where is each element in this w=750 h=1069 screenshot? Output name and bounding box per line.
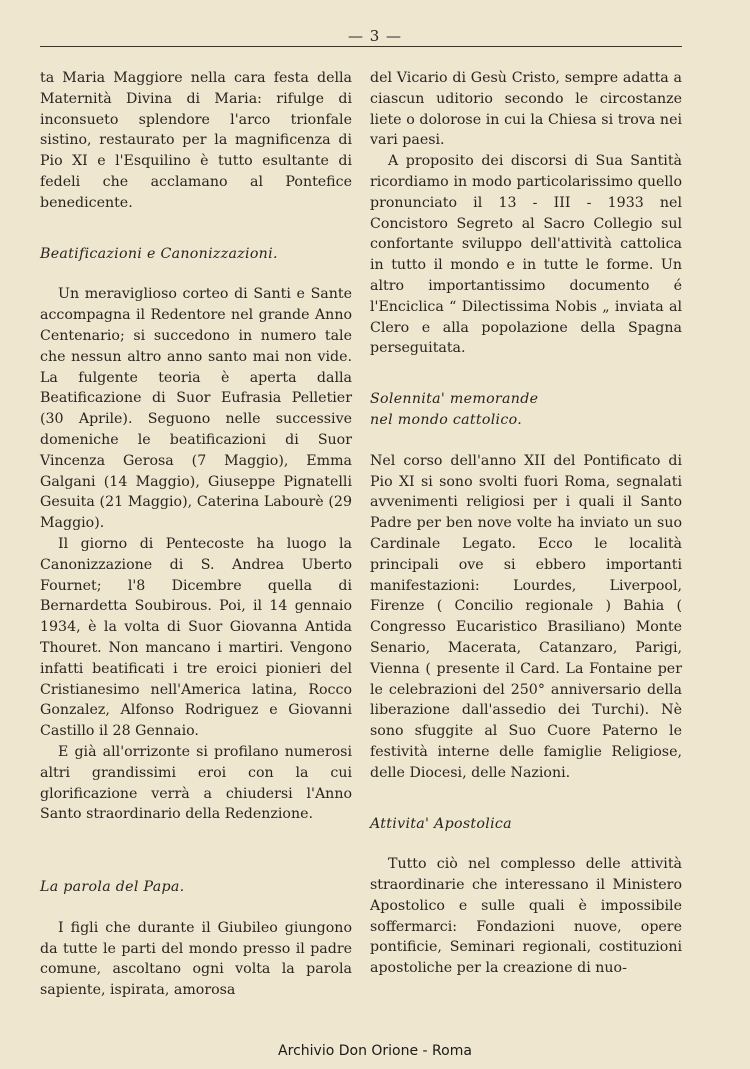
header-rule [40, 46, 682, 47]
section-title-solennita-line-1: Solennita' memorande [370, 391, 539, 408]
archive-footer: Archivio Don Orione - Roma [278, 1043, 472, 1059]
left-column [40, 68, 352, 1001]
page-number: — 3 — [347, 27, 403, 45]
right-column [370, 68, 682, 979]
attivita-apostolica-paragraph: Tutto ciò nel complesso delle attività straordinarie che interessano il Ministero Apostolico e sulle quali è impossibile soffermarci: Fondazioni nuove, opere pontificie, Seminari regionali, costituzioni apostoliche per la creazione di nuo- [370, 856, 682, 977]
solennita-paragraph: Nel corso dell'anno XII del Pontificato di Pio XI si sono svolti fuori Roma, segnalati avvenimenti religiosi per i quali il Santo Padre per ben nove volte ha inviato un suo Cardinale Legato. Ecco le località principali ove si ebbero importanti manifestazioni: Lourdes, Liverpool, Firenze ( Concilio regionale ) Bahia ( Congresso Eucaristico Brasiliano) Monte Senario, Macerata, Catanzaro, Parigi, Vienna ( presente il Card. La Fontaine per le celebrazioni del 250° anniversario della liberazione dall'assedio dei Turchi). Nè sono sfuggite al Suo Cuore Paterno le festività interne delle famiglie Religiose, delle Diocesi, delle Nazioni. [370, 452, 682, 781]
beatificazioni-paragraph-2: Il giorno di Pentecoste ha luogo la Canonizzazione di S. Andrea Uberto Fournet; l'8 Dicembre quella di Bernardetta Soubirous. Poi, il 14 gennaio 1934, è la volta di Suor Giovanna Antida Thouret. Non mancano i martiri. Vengono infatti beatificati i tre eroici pionieri del Cristianesimo nell'America latina, Rocco Gonzalez, Alfonso Rodriguez e Giovanni Castillo il 28 Gennaio. [40, 535, 352, 740]
discorsi-paragraph: A proposito dei discorsi di Sua Santità ricordiamo in modo particolarissimo quello pronunciato il 13 - III - 1933 nel Concistoro Segreto al Sacro Collegio sul confortante sviluppo dell'attività cattolica in tutto il mondo e in tutte le forme. Un altro importantissimo documento é l'Enciclica “ Dilectissima Nobis „ inviata al Clero e alla popolazione della Spagna perseguitata. [370, 153, 682, 357]
section-title-beatificazioni: Beatificazioni e Canonizzazioni. [40, 245, 278, 262]
beatificazioni-paragraph-1: Un meraviglioso corteo di Santi e Sante accompagna il Redentore nel grande Anno Centenario; si succedono in numero tale che nessun altro anno santo mai non vide. La fulgente teoria è aperta dalla Beatificazione di Suor Eufrasia Pelletier (30 Aprile). Seguono nelle successive domeniche le beatificazioni di Suor Vincenza Gerosa (7 Maggio), Emma Galgani (14 Maggio), Giuseppe Pignatelli Gesuita (21 Maggio), Caterina Labourè (29 Maggio). [40, 286, 352, 532]
intro-paragraph: ta Maria Maggiore nella cara festa della Maternità Divina di Maria: rifulge di inconsueto splendore l'arco trionfale sistino, restaurato per la magnificenza di Pio XI e l'Esquilino è tutto esultante di fedeli che acclamano al Pontefice benedicente. [40, 70, 352, 211]
beatificazioni-paragraph-3: E già all'orrizonte si profilano numerosi altri grandissimi eroi con la cui glorificazione verrà a chiudersi l'Anno Santo straordinario della Redenzione. [40, 743, 352, 823]
continuation-paragraph: del Vicario di Gesù Cristo, sempre adatta a ciascun uditorio secondo le circostanze liete o dolorose in cui la Chiesa si trova nei vari paesi. [370, 70, 682, 149]
parola-del-papa-paragraph: I figli che durante il Giubileo giungono da tutte le parti del mondo presso il padre comune, ascoltano ogni volta la parola sapiente, ispirata, amorosa [40, 919, 352, 999]
section-title-attivita-apostolica: Attivita' Apostolica [370, 815, 512, 832]
section-title-parola-del-papa: La parola del Papa. [40, 879, 185, 896]
section-title-solennita-line-2: nel mondo cattolico. [370, 411, 523, 428]
